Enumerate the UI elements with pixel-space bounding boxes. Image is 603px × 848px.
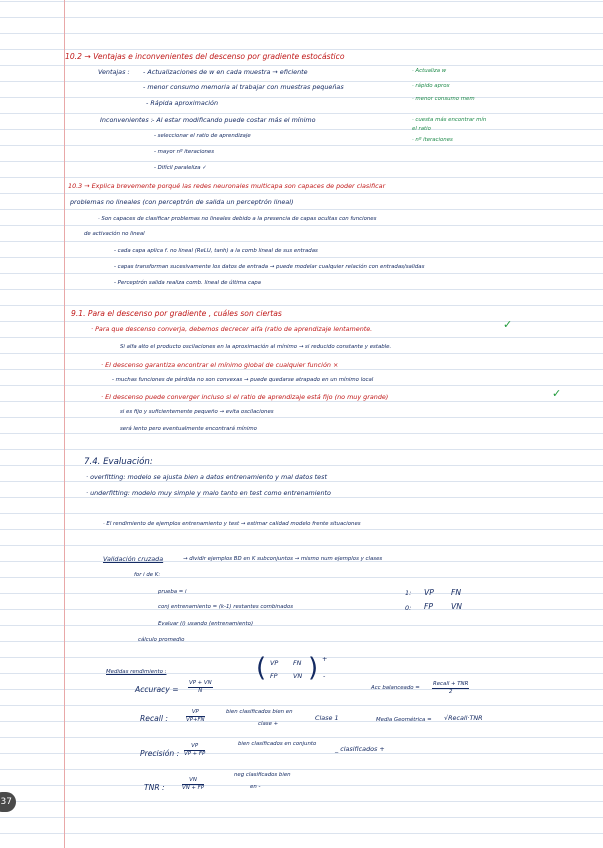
ventajas-label: Ventajas : <box>98 68 130 76</box>
page-number-badge[interactable]: 37 <box>0 792 16 812</box>
precision-note: bien clasificados en conjunto <box>238 741 317 747</box>
s103-p1: · Son capaces de clasificar problemas no lineales debido a la presencia de capas ocultas con funciones <box>98 216 377 222</box>
matrix-tr: FN <box>293 659 302 667</box>
accuracy-num: VP + VN <box>188 681 213 688</box>
conf-fn: FN <box>451 588 462 597</box>
overfitting: · overfitting: modelo se ajusta bien a datos entrenamiento y mal datos test <box>86 473 327 481</box>
s91-c3: será lento pero eventualmente encontrará mínimo <box>120 426 257 432</box>
validacion-text: → dividir ejemplos BD en K subconjuntos → mismo num ejemplos y clases <box>183 556 383 562</box>
s102-title: 10.2 → Ventajas e inconvenientes del descenso por gradiente estocástico <box>65 52 345 61</box>
matrix-left-paren: ( <box>256 653 267 683</box>
tnr-fraction <box>182 778 204 792</box>
inconv-1: - Al estar modificando puede costar más el mínimo <box>152 116 316 124</box>
accuracy-fraction <box>188 681 213 695</box>
loop-line-2: conj entrenamiento = (k-1) restantes combinados <box>158 604 294 610</box>
margin-line <box>64 0 65 848</box>
matrix-minus: - <box>323 672 326 680</box>
ventaja-2: - menor consumo memoria al trabajar con muestras pequeñas <box>143 83 344 91</box>
s103-title-2: problemas no lineales (con perceptrón de salida un perceptrón lineal) <box>70 198 294 206</box>
acc-balanced-den: 2 <box>448 689 453 696</box>
precision-note-2: _ clasificados + <box>335 745 385 753</box>
loop-line-1: prueba = i <box>158 589 187 595</box>
recall-note-1: bien clasificados bien en <box>226 709 293 715</box>
tnr-note-2: en - <box>250 784 261 790</box>
geo-label: Media Geométrica = <box>376 717 432 723</box>
note-inconv-2: el ratio <box>412 126 431 132</box>
recall-fraction <box>186 710 205 724</box>
matrix-right-paren: ) <box>308 653 319 683</box>
matrix-bl: FP <box>270 672 278 680</box>
check-a: ✓ <box>503 318 513 331</box>
s91-b: · El descenso garantiza encontrar el mínimo global de cualquier función × <box>101 361 339 369</box>
note-ventaja-2: · rápido aprox <box>412 83 450 89</box>
precision-label: Precisión : <box>140 749 180 758</box>
conf-row-1: 1: <box>405 589 412 597</box>
ventaja-1: - Actualizaciones de w en cada muestra → eficiente <box>143 68 308 76</box>
conf-vn: VN <box>451 602 462 611</box>
geo-value: √Recall·TNR <box>444 714 483 722</box>
inconv-4: - Difícil paraleliza ✓ <box>154 165 207 171</box>
precision-fraction <box>184 744 205 758</box>
precision-num: VP <box>184 744 205 751</box>
s74-title: 7.4. Evaluación: <box>84 457 153 467</box>
note-ventaja-3: · menor consumo mem <box>412 96 475 102</box>
s103-p2: de activación no lineal <box>84 231 145 237</box>
rendimiento: · El rendimiento de ejemplos entrenamiento y test → estimar calidad modelo frente situaciones <box>103 521 361 527</box>
inconv-2: - seleccionar el ratio de aprendizaje <box>154 133 251 139</box>
acc-balanced-label: Acc balanceado = <box>371 685 420 691</box>
recall-label: Recall : <box>140 714 168 723</box>
s91-c: · El descenso puede converger incluso si el ratio de aprendizaje está fijo (no muy grande) <box>101 393 389 401</box>
s91-c2: si es fijo y suficientemente pequeño → evita oscilaciones <box>120 409 274 415</box>
recall-note-2: clase + <box>258 721 279 727</box>
acc-balanced-num: Recall + TNR <box>432 682 469 689</box>
accuracy-label: Accuracy = <box>135 685 179 694</box>
inconv-label: Inconvenientes : <box>100 116 153 124</box>
clase-1: Clase 1 <box>315 714 339 722</box>
loop-line-4: cálculo promedio <box>138 637 185 643</box>
check-c: ✓ <box>552 387 562 400</box>
s103-b2: - capas transforman sucesivamente los datos de entrada → puede modelar cualquier relación con entradas/salidas <box>114 264 425 270</box>
note-inconv-3: · nº iteraciones <box>412 137 453 143</box>
matrix-tl: VP <box>270 659 279 667</box>
note-ventaja-1: · Actualiza w <box>412 68 447 74</box>
s91-title: 9.1. Para el descenso por gradiente , cuáles son ciertas <box>71 309 282 318</box>
underfitting: · underfitting: modelo muy simple y malo tanto en test como entrenamiento <box>86 489 331 497</box>
conf-vp: VP <box>424 588 434 597</box>
s91-a: · Para que descenso converja, debemos decrecer alfa (ratio de aprendizaje lentamente. <box>91 325 373 333</box>
tnr-label: TNR : <box>144 783 165 792</box>
loop-header: for i de K: <box>134 572 161 578</box>
precision-den: VP + FP <box>184 751 206 758</box>
recall-den: VP+FN <box>186 717 205 724</box>
loop-line-3: Evaluar (i) usando (entrenamiento) <box>158 621 254 627</box>
medidas-title: Medidas rendimiento : <box>106 669 167 675</box>
matrix-br: VN <box>293 672 303 680</box>
s91-b2: - muchas funciones de pérdida no son convexas → puede quedarse atrapado en un mínimo local <box>112 377 374 383</box>
inconv-3: - mayor nº iteraciones <box>154 149 215 155</box>
accuracy-den: N <box>198 688 203 695</box>
ventaja-3: - Rápida aproximación <box>146 99 218 107</box>
acc-balanced-fraction <box>432 682 469 696</box>
tnr-den: VN + FP <box>182 785 205 792</box>
s103-b1: - cada capa aplica f. no lineal (ReLU, tanh) a la comb lineal de sus entradas <box>114 248 318 254</box>
conf-fp: FP <box>424 602 433 611</box>
conf-row-0: 0: <box>405 604 412 612</box>
recall-num: VP <box>186 710 205 717</box>
s103-b3: - Perceptrón salida realiza comb. lineal de última capa <box>114 280 261 286</box>
tnr-num: VN <box>182 778 204 785</box>
matrix-plus: + <box>322 655 328 663</box>
validacion-title: Validación cruzada <box>103 555 164 563</box>
tnr-note-1: neg clasificados bien <box>234 772 291 778</box>
note-inconv-1: · cuesta más encontrar mín <box>412 117 487 123</box>
s91-a2: Si alfa alto el producto oscilaciones en la aproximación al mínimo → si reducido constante y estable. <box>120 344 392 350</box>
s103-title: 10.3 → Explica brevemente porqué las redes neuronales multicapa son capaces de poder clasificar <box>68 182 386 190</box>
